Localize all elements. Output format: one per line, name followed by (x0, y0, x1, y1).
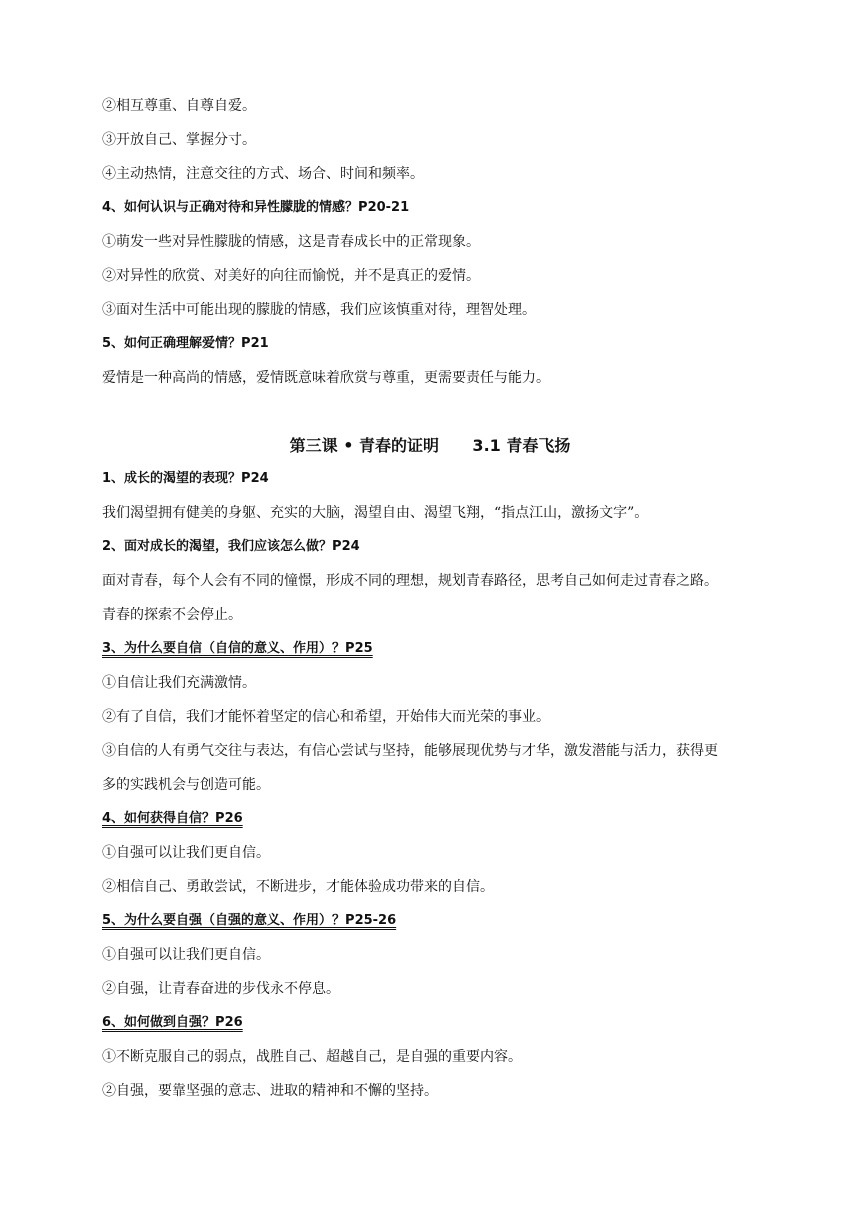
question-heading: 4、如何认识与正确对待和异性朦胧的情感？P20-21 (102, 200, 410, 215)
question-heading: 2、面对成长的渴望，我们应该怎么做？P24 (102, 539, 360, 554)
answer-item: ①自信让我们充满激情。 (102, 675, 256, 691)
question-heading: 6、如何做到自强？P26 (102, 1015, 243, 1030)
question-heading: 3、为什么要自信（自信的意义、作用）？P25 (102, 641, 373, 656)
answer-item: ①萌发一些对异性朦胧的情感，这是青春成长中的正常现象。 (102, 234, 480, 250)
answer-item: ②自强，要靠坚强的意志、进取的精神和不懈的坚持。 (102, 1083, 438, 1099)
answer-item: ①自强可以让我们更自信。 (102, 845, 270, 861)
question-heading: 1、成长的渴望的表现？P24 (102, 471, 269, 486)
answer-text: 我们渴望拥有健美的身躯、充实的大脑，渴望自由、渴望飞翔，“指点江山，激扬文字”。 (102, 505, 649, 521)
answer-text: 爱情是一种高尚的情感，爱情既意味着欣赏与尊重，更需要责任与能力。 (102, 370, 550, 386)
question-heading: 5、如何正确理解爱情？P21 (102, 336, 269, 351)
answer-text: 青春的探索不会停止。 (102, 607, 242, 623)
question-heading: 5、为什么要自强（自强的意义、作用）？P25-26 (102, 913, 397, 928)
answer-item: ①自强可以让我们更自信。 (102, 947, 270, 963)
text-line: ②相互尊重、自尊自爱。 (102, 98, 256, 114)
text-line: ④主动热情，注意交往的方式、场合、时间和频率。 (102, 166, 424, 182)
question-heading: 4、如何获得自信？P26 (102, 811, 243, 826)
answer-item: ②相信自己、勇敢尝试，不断进步，才能体验成功带来的自信。 (102, 879, 494, 895)
answer-item: ②有了自信，我们才能怀着坚定的信心和希望，开始伟大而光荣的事业。 (102, 709, 550, 725)
answer-item: 多的实践机会与创造可能。 (102, 777, 270, 793)
answer-item: ②对异性的欣赏、对美好的向往而愉悦，并不是真正的爱情。 (102, 268, 480, 284)
answer-item: ③自信的人有勇气交往与表达，有信心尝试与坚持，能够展现优势与才华，激发潜能与活力，获得更 (102, 743, 718, 759)
answer-item: ①不断克服自己的弱点，战胜自己、超越自己，是自强的重要内容。 (102, 1049, 522, 1065)
answer-item: ②自强，让青春奋进的步伐永不停息。 (102, 981, 340, 997)
section-title: 第三课 • 青春的证明 3.1 青春飞扬 (289, 436, 571, 455)
text-line: ③开放自己、掌握分寸。 (102, 132, 256, 148)
answer-item: ③面对生活中可能出现的朦胧的情感，我们应该慎重对待，理智处理。 (102, 302, 536, 318)
answer-text: 面对青春，每个人会有不同的憧憬，形成不同的理想，规划青春路径，思考自己如何走过青春之路。 (102, 573, 718, 589)
